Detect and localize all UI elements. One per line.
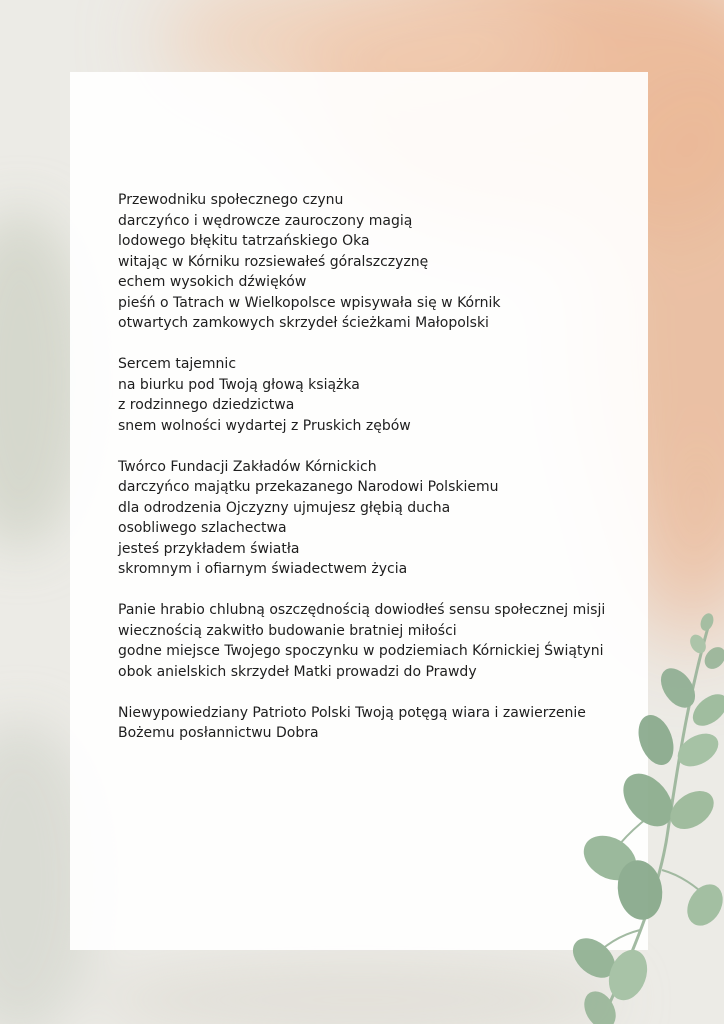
poem-stanza [118, 703, 628, 744]
poem-line: Panie hrabio chlubną oszczędnością dowiodłeś sensu społecznej misji [118, 602, 606, 618]
poem-line: Bożemu posłannictwu Dobra [118, 725, 319, 741]
poem-line: jesteś przykładem światła [118, 540, 300, 557]
poem-line: darczyńco majątku przekazanego Narodowi Polskiemu [118, 479, 499, 495]
poem-stanza [118, 354, 628, 436]
poem-line: darczyńco i wędrowcze zauroczony magią [118, 212, 413, 229]
poem-line: na biurku pod Twoją głową książka [118, 376, 360, 393]
eucalyptus-branch-icon [560, 600, 724, 1024]
poem-stanza [118, 600, 628, 682]
poem-line: Sercem tajemnic [118, 356, 237, 372]
poem-line: wiecznością zakwitło budowanie bratniej miłości [118, 622, 457, 639]
poem-line: dla odrodzenia Ojczyzny ujmujesz głębią ducha [118, 499, 451, 516]
poem-line: pieśń o Tatrach w Wielkopolsce wpisywała się w Kórnik [118, 294, 501, 311]
poem-line: z rodzinnego dziedzictwa [118, 397, 295, 413]
poem-line: snem wolności wydartej z Pruskich zębów [118, 417, 411, 434]
poem-line: obok anielskich skrzydeł Matki prowadzi do Prawdy [118, 663, 477, 680]
poem-line: otwartych zamkowych skrzydeł ścieżkami Małopolski [118, 315, 489, 331]
poem-text [118, 190, 628, 764]
poem-stanza [118, 457, 628, 580]
poem-line: godne miejsce Twojego spoczynku w podziemiach Kórnickiej Świątyni [118, 643, 604, 659]
poem-line: osobliwego szlachectwa [118, 520, 287, 536]
poem-line: lodowego błękitu tatrzańskiego Oka [118, 233, 370, 249]
poem-line: echem wysokich dźwięków [118, 274, 307, 290]
poem-stanza [118, 190, 628, 334]
poem-line: Twórco Fundacji Zakładów Kórnickich [118, 458, 377, 475]
poem-line: witając w Kórniku rozsiewałeś góralszczyznę [118, 253, 429, 270]
poem-line: Przewodniku społecznego czynu [118, 192, 344, 208]
poem-line: Niewypowiedziany Patrioto Polski Twoją potęgą wiara i zawierzenie [118, 704, 586, 721]
poem-line: skromnym i ofiarnym świadectwem życia [118, 561, 408, 577]
